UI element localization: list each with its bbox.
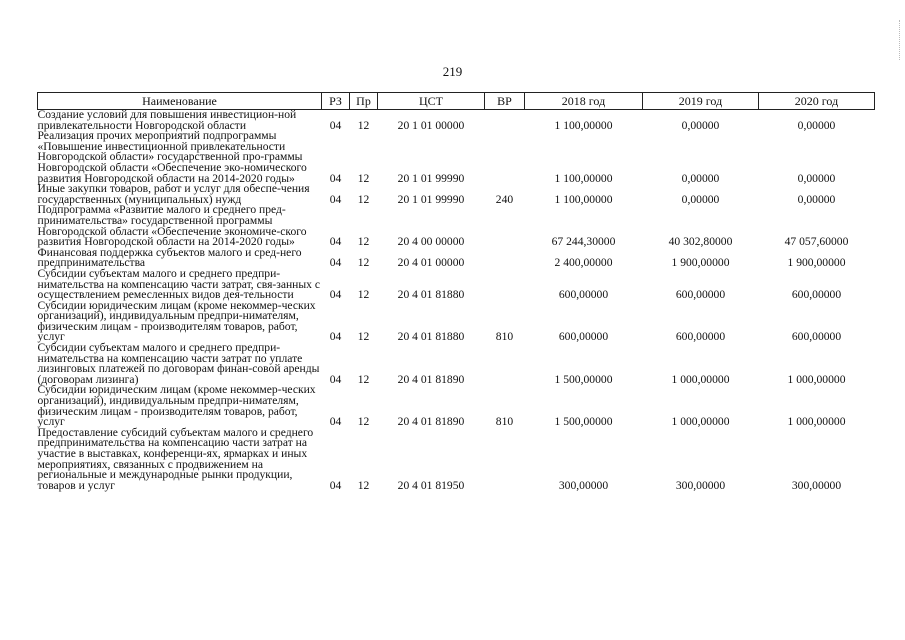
row-name: Подпрограмма «Развитие малого и среднего пред-принимательства» государственной программы Новгородской области «Обеспечение экономиче-ского развития Новгородской области на 2014-2020 годы»: [37, 203, 307, 249]
row-2019: 600,00000: [675, 330, 726, 344]
row-2018: 1 500,00000: [554, 415, 613, 429]
row-2018: 1 100,00000: [554, 192, 613, 206]
row-2020: 300,00000: [791, 478, 842, 492]
row-name: Субсидии юридическим лицам (кроме некоммер-ческих организаций), индивидуальным предпри-нимателям, физическим лицам - производителям товаров, работ, услуг: [37, 298, 316, 344]
header-rz: РЗ: [322, 93, 350, 110]
row-pr: 12: [357, 118, 370, 132]
row-vr: [485, 248, 525, 269]
row-cst: 20 4 01 81950: [397, 478, 465, 492]
row-cst: 20 1 01 99990: [397, 171, 465, 185]
row-2019: 0,00000: [681, 192, 720, 206]
row-vr: [485, 131, 525, 184]
row-2019: 0,00000: [681, 171, 720, 185]
header-name: Наименование: [38, 93, 322, 110]
row-pr: 12: [357, 478, 370, 492]
row-2019: 40 302,80000: [668, 235, 733, 249]
row-pr: 12: [357, 372, 370, 386]
row-name: Иные закупки товаров, работ и услуг для обеспе-чения государственных (муниципальных) нужд: [37, 182, 310, 206]
row-2019: 1 900,00000: [671, 256, 730, 270]
row-vr: 810: [495, 415, 514, 429]
table-header-row: [38, 93, 875, 110]
row-2019: 600,00000: [675, 288, 726, 302]
row-vr: [485, 110, 525, 132]
table-row: [38, 343, 875, 385]
row-2020: 1 000,00000: [787, 372, 846, 386]
row-2020: 600,00000: [791, 288, 842, 302]
row-vr: [485, 269, 525, 301]
row-2018: 1 500,00000: [554, 372, 613, 386]
row-vr: 810: [495, 330, 514, 344]
row-name: Предоставление субсидий субъектам малого и среднего предпринимательства на компенсацию части затрат на участие в выставках, конференци-ях, ярмарках и иных мероприятиях, связанных с продвижением на региональные и международные рынки продукции, товаров и услуг: [37, 425, 314, 492]
row-vr: 240: [495, 192, 514, 206]
table-row: [38, 184, 875, 205]
scan-edge-mark: [899, 20, 901, 60]
row-rz: 04: [329, 256, 342, 270]
row-rz: 04: [329, 330, 342, 344]
row-name: Субсидии субъектам малого и среднего предпри-нимательства на компенсацию части затрат по уплате лизинговых платежей по договорам финан-совой аренды (договорам лизинга): [37, 341, 320, 386]
row-pr: 12: [357, 288, 370, 302]
table-row: [38, 301, 875, 343]
row-rz: 04: [329, 171, 342, 185]
row-2020: 1 900,00000: [787, 256, 846, 270]
table-row: [38, 131, 875, 184]
row-2019: 0,00000: [681, 118, 720, 132]
row-vr: [485, 343, 525, 385]
header-2018: 2018 год: [525, 93, 643, 110]
row-vr: [485, 205, 525, 247]
row-cst: 20 4 01 81890: [397, 372, 465, 386]
table-row: [38, 269, 875, 301]
page-number: 219: [442, 64, 463, 79]
table-row: [38, 110, 875, 132]
row-pr: 12: [357, 415, 370, 429]
header-cst: ЦСТ: [378, 93, 485, 110]
row-cst: 20 1 01 00000: [397, 118, 465, 132]
row-pr: 12: [357, 171, 370, 185]
row-2020: 1 000,00000: [787, 415, 846, 429]
row-cst: 20 4 01 00000: [397, 256, 465, 270]
row-vr: [485, 428, 525, 492]
table-row: [38, 205, 875, 247]
row-cst: 20 4 01 81890: [397, 415, 465, 429]
row-pr: 12: [357, 256, 370, 270]
row-rz: 04: [329, 372, 342, 386]
row-2018: 1 100,00000: [554, 171, 613, 185]
row-2020: 600,00000: [791, 330, 842, 344]
row-cst: 20 4 01 81880: [397, 330, 465, 344]
row-name: Финансовая поддержка субъектов малого и сред-него предпринимательства: [37, 245, 302, 270]
row-rz: 04: [329, 288, 342, 302]
row-2019: 300,00000: [675, 478, 726, 492]
row-2018: 1 100,00000: [554, 118, 613, 132]
row-2020: 47 057,60000: [784, 235, 849, 249]
row-cst: 20 4 00 00000: [397, 235, 465, 249]
row-cst: 20 4 01 81880: [397, 288, 465, 302]
row-2020: 0,00000: [797, 192, 836, 206]
header-2019: 2019 год: [643, 93, 759, 110]
row-2020: 0,00000: [797, 118, 836, 132]
row-cst: 20 1 01 99990: [397, 192, 465, 206]
row-pr: 12: [357, 235, 370, 249]
header-pr: Пр: [350, 93, 378, 110]
row-rz: 04: [329, 118, 342, 132]
budget-table: [37, 92, 875, 491]
row-2018: 600,00000: [558, 330, 609, 344]
row-name: Создание условий для повышения инвестицион-ной привлекательности Новгородской области: [37, 108, 297, 132]
row-2018: 600,00000: [558, 288, 609, 302]
row-rz: 04: [329, 478, 342, 492]
row-2018: 300,00000: [558, 478, 609, 492]
table-row: [38, 385, 875, 427]
row-2019: 1 000,00000: [671, 372, 730, 386]
row-pr: 12: [357, 192, 370, 206]
row-2019: 1 000,00000: [671, 415, 730, 429]
header-2020: 2020 год: [759, 93, 875, 110]
row-rz: 04: [329, 235, 342, 249]
row-2020: 0,00000: [797, 171, 836, 185]
row-name: Реализация прочих мероприятий подпрограммы «Повышение инвестиционной привлекательности Новгородской области» государственной про-граммы Новгородской области «Обеспечение эко-номического развития Новгородской области на 2014-2020 годы»: [37, 129, 307, 185]
row-name: Субсидии юридическим лицам (кроме некоммер-ческих организаций), индивидуальным предпри-нимателям, физическим лицам - производителям товаров, работ, услуг: [37, 383, 316, 429]
row-pr: 12: [357, 330, 370, 344]
row-rz: 04: [329, 415, 342, 429]
table-row: [38, 428, 875, 492]
row-2018: 67 244,30000: [551, 235, 616, 249]
row-name: Субсидии субъектам малого и среднего предпри-нимательства на компенсацию части затрат, свя-занных с осуществлением ремесленных видов дея-тельности: [37, 266, 321, 302]
row-rz: 04: [329, 192, 342, 206]
row-2018: 2 400,00000: [554, 256, 613, 270]
table-row: [38, 248, 875, 269]
header-vr: ВР: [485, 93, 525, 110]
